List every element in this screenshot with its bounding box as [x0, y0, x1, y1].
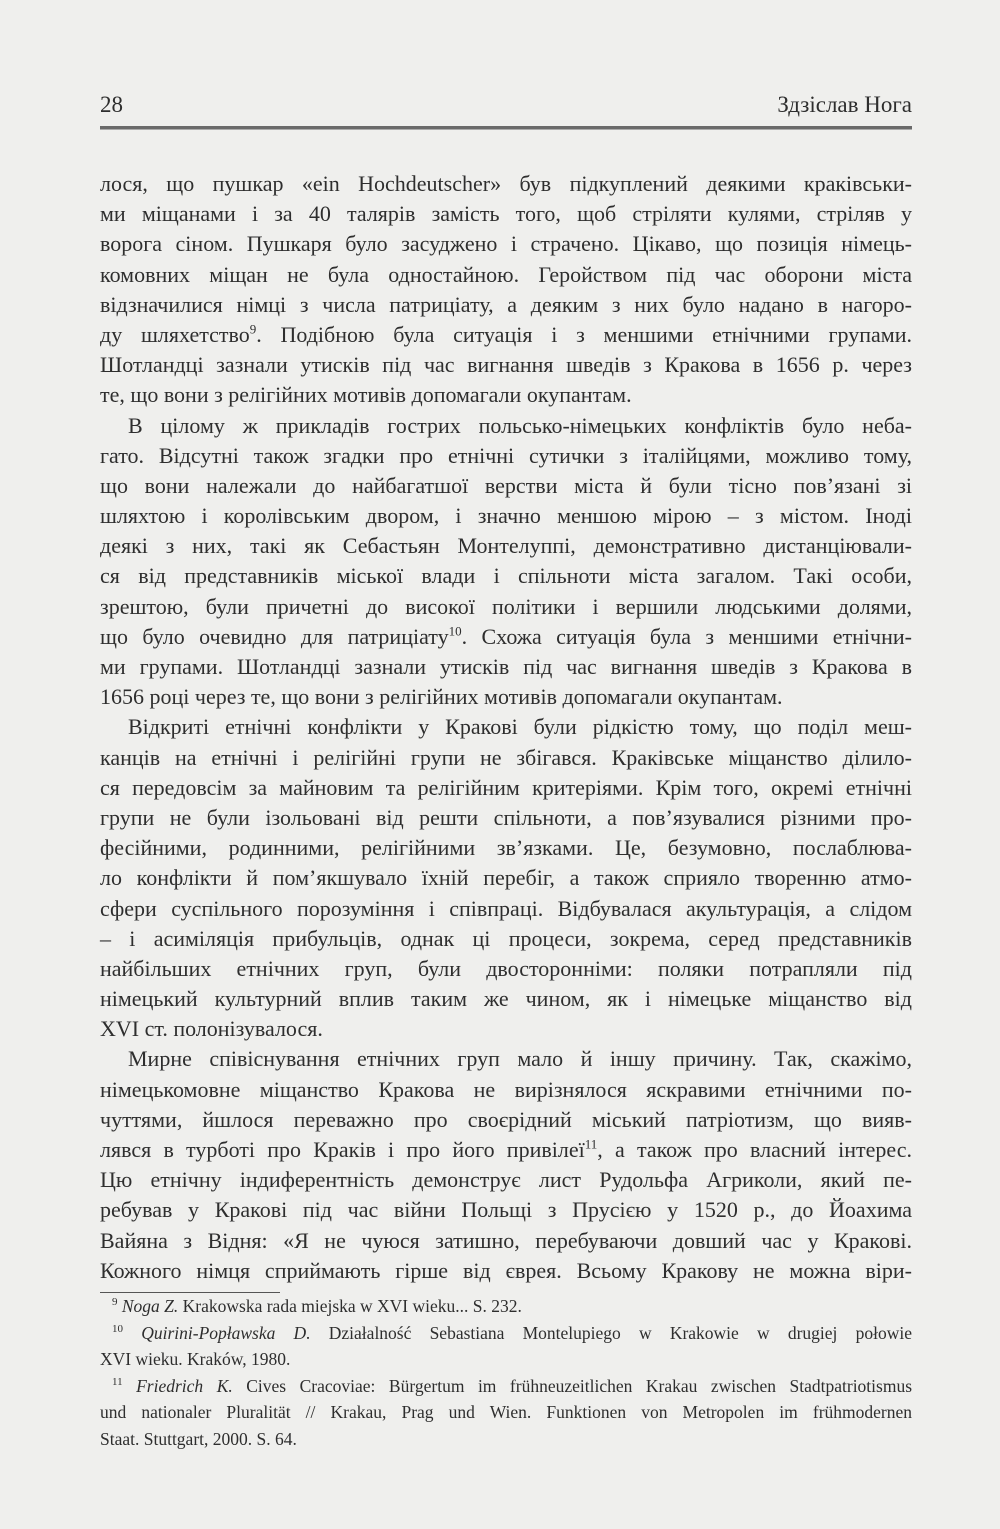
text-line: те, що вони з релігійних мотивів допомагали окупантам.	[100, 382, 632, 408]
text-line: Вайяна з Відня: «Я не чуюся затишно, перебуваючи довший час у Кракові.	[100, 1227, 912, 1253]
footnote-number: 11	[112, 1375, 123, 1388]
footnote	[100, 1320, 912, 1373]
running-head-author: Здзіслав Нога	[777, 92, 912, 117]
text-line: гато. Відсутні також згадки про етнічні сутички з італійцями, можливо тому,	[100, 442, 912, 468]
paragraph	[100, 712, 912, 1044]
text-line: Кожного німця сприймають гірше від єврея. Всьому Кракову не можна віри-	[100, 1257, 912, 1283]
text-line: Відкриті етнічні конфлікти у Кракові були рідкістю тому, що поділ меш-	[128, 714, 912, 740]
footnote-number: 9	[112, 1296, 118, 1309]
text-line: що вони належали до найбагатшої верстви міста й були тісно пов’язані зі	[100, 472, 912, 498]
footnote-line: XVI wieku. Kraków, 1980.	[100, 1349, 291, 1369]
text-line: ми міщанами і за 40 талярів замість того, щоб стріляти кулями, стріляв у	[100, 201, 912, 227]
footnote-line: und nationaler Pluralität // Krakau, Prag und Wien. Funktionen von Metropolen im frühmodernen	[100, 1402, 912, 1422]
footnote-number: 10	[112, 1322, 123, 1335]
text-line: Мирне співіснування етнічних груп мало й іншу причину. Так, скажімо,	[128, 1046, 912, 1072]
header-rule	[100, 126, 912, 130]
text-line: ся передовсім за майновим та релігійним критеріями. Крім того, окремі етнічні	[100, 774, 912, 800]
footnote-ref: 9	[249, 321, 257, 337]
footnote-ref: 11	[584, 1136, 598, 1152]
text-line: канців на етнічні і релігійні групи не збігався. Краківське міщанство ділило-	[100, 744, 912, 770]
text-line: Шотландці зазнали утисків під час вигнання шведів з Кракова в 1656 р. через	[100, 352, 912, 378]
body-text	[100, 169, 912, 1286]
footnote-author: Quirini-Popławska D.	[141, 1322, 311, 1343]
text-line: – і асиміляція прибульців, однак ці процеси, зокрема, серед представників	[100, 925, 912, 951]
text-line: XVI ст. полонізувалося.	[100, 1016, 323, 1042]
text-line: ми групами. Шотландці зазнали утисків під час вигнання шведів з Кракова в	[100, 654, 912, 679]
paragraph	[100, 411, 912, 713]
footnote-line: Staat. Stuttgart, 2000. S. 64.	[100, 1428, 297, 1449]
footnote-line: $^{10}$ Quirini-Popławska D. Działalność Sebastiana Montelupiego w Krakowie w drugiej połowie	[112, 1322, 912, 1343]
footnote-line: $^{11}$ Friedrich K. Cives Cracoviae: Bürgertum im frühneuzeitlichen Krakau zwischen Stadtpatriotismus	[112, 1375, 913, 1396]
text-line: ребував у Кракові під час війни Польщі з Прусією у 1520 р., до Йоахима	[100, 1197, 912, 1223]
text-line: найбільших етнічних груп, були двосторонніми: поляки потрапляли під	[100, 955, 912, 981]
footnote-author: Noga Z.	[121, 1296, 179, 1316]
text-line: чуттями, йшлося переважно про своєрідний міський патріотизм, що вияв-	[100, 1106, 912, 1132]
text-line: німецькомовне міщанство Кракова не вирізнялося яскравими етнічними по-	[100, 1076, 912, 1102]
text-line: деякі з них, такі як Себастьян Монтелуппі, демонстративно дистанціювали-	[100, 533, 912, 559]
text-line: ло конфлікти й пом’якшувало їхній перебіг, а також сприяло творенню атмо-	[100, 865, 912, 891]
text-line: німецький культурний вплив таким же чином, як і німецьке міщанство від	[100, 986, 912, 1012]
paragraph	[100, 169, 912, 411]
text-line: 1656 році через те, що вони з релігійних мотивів допомагали окупантам.	[100, 684, 783, 710]
footnote-author: Friedrich K.	[136, 1375, 233, 1396]
text-line: В цілому ж прикладів гострих польсько-німецьких конфліктів було неба-	[128, 412, 912, 438]
text-line: лявся в турботі про Краків і про його привілеї$^{11}$, а також про власний інтерес.	[100, 1136, 912, 1162]
text-line: Цю етнічну індиферентність демонструє лист Рудольфа Агриколи, який пе-	[100, 1167, 912, 1193]
text-line: шляхтою і королівським двором, і значно меншою мірою – з містом. Іноді	[100, 503, 912, 529]
text-line: ворога сіном. Пушкаря було засуджено і страчено. Цікаво, що позиція німець-	[100, 231, 912, 257]
footnotes	[100, 1293, 912, 1452]
text-line: відзначилися німці з числа патриціату, а деяким з них було надано в нагоро-	[100, 291, 912, 317]
paragraph	[100, 1044, 912, 1286]
text-line: лося, що пушкар «ein Hochdeutscher» був підкуплений деякими краківськи-	[100, 171, 912, 196]
text-line: сфери суспільного порозуміння і співпраці. Відбувалася акультурація, а слідом	[100, 895, 912, 921]
footnote	[100, 1373, 912, 1453]
text-line: групи не були ізольовані від решти спільноти, а пов’язувалися різними про-	[100, 804, 912, 830]
text-line: фесійними, родинними, релігійними зв’язками. Це, безумовно, послаблюва-	[100, 835, 912, 861]
footnote	[100, 1293, 912, 1320]
text-line: ду шляхетство$^9$. Подібною була ситуація і з меншими етнічними групами.	[100, 321, 912, 347]
text-line: що було очевидно для патриціату$^{10}$. Схожа ситуація була з меншими етнічни-	[100, 623, 912, 649]
text-line: зрештою, були причетні до високої політики і вершили людськими долями,	[100, 593, 912, 619]
footnote-ref: 10	[448, 623, 462, 639]
text-line: комовних міщан не була одностайною. Геройством під час оборони міста	[100, 261, 912, 287]
footnote-line: $^9$ Noga Z. Krakowska rada miejska w XVI wieku... S. 232.	[112, 1296, 522, 1316]
page-number: 28	[100, 92, 123, 117]
text-line: ся від представників міської влади і спільноти міста загалом. Такі особи,	[100, 563, 912, 589]
running-header	[100, 92, 912, 122]
